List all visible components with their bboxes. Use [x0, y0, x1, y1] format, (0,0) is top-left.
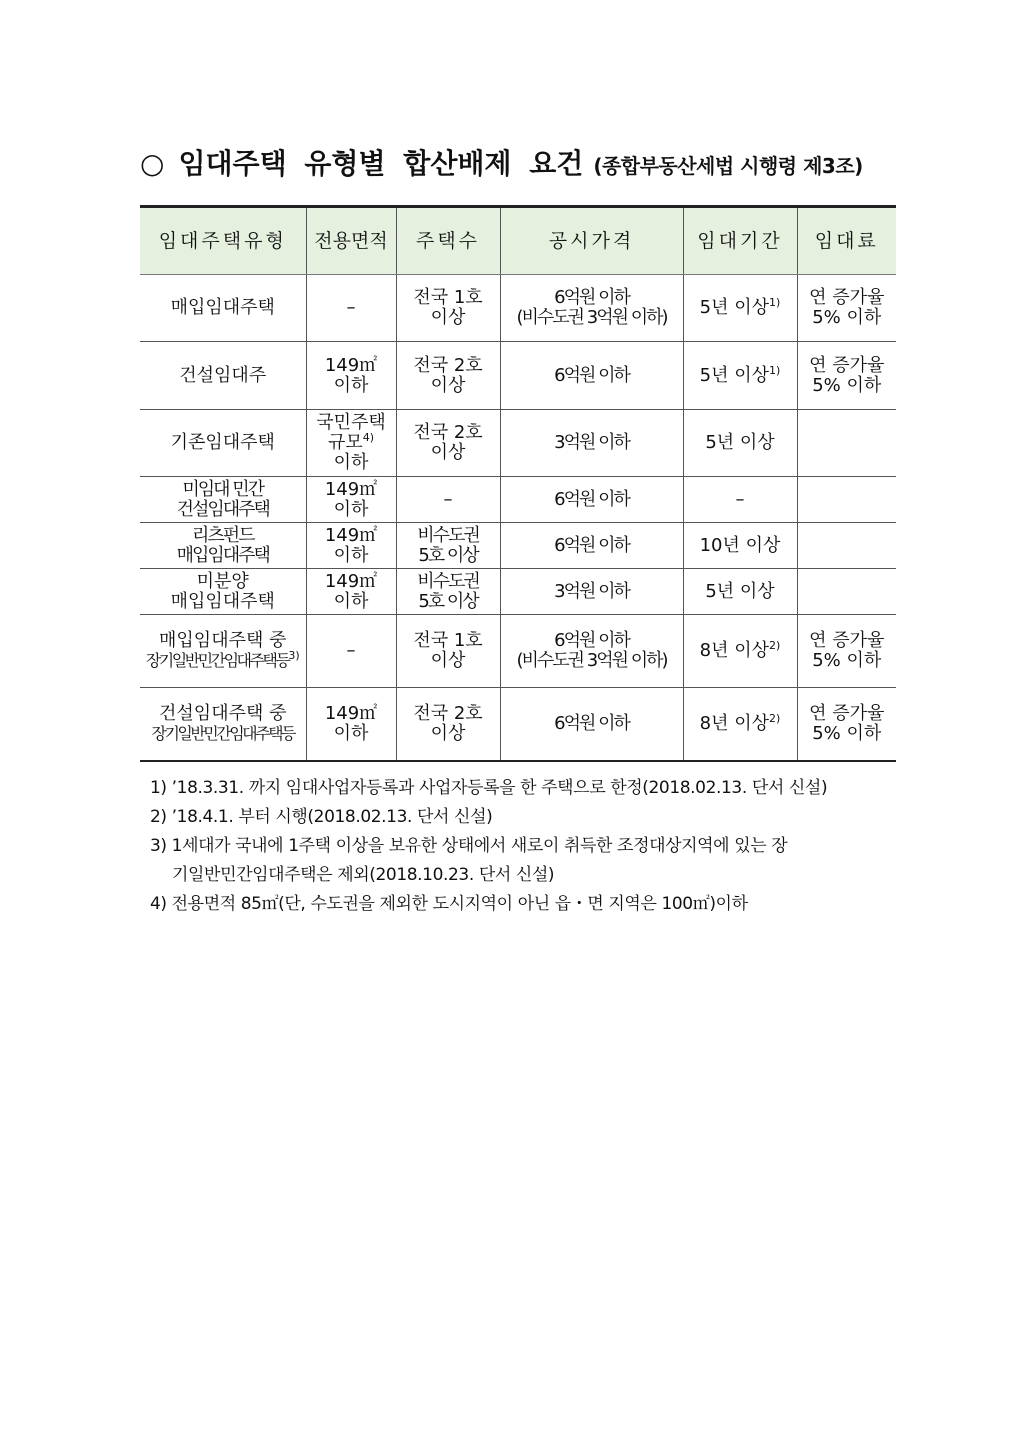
cell-price: 6억원 이하 (비수도권 3억원 이하)	[500, 275, 683, 342]
period-footnote: 2)	[769, 639, 781, 652]
footnote-4: 4) 전용면적 85㎡(단, 수도권을 제외한 도시지역이 아닌 읍・면 지역은 100㎡)이하	[150, 894, 748, 914]
type-text: 매입임대주택 중	[159, 630, 287, 651]
table-row	[140, 477, 896, 523]
cell-period	[683, 477, 797, 523]
cell-period	[683, 342, 797, 410]
title-main: 임대주택 유형별 합산배제 요건	[178, 147, 584, 180]
cell-type: 미임대 민간 건설임대주택	[140, 477, 306, 523]
cell-count: 전국 1호 이상	[396, 615, 500, 688]
table-row	[140, 569, 896, 615]
cell-rent: 연 증가율 5% 이하	[797, 342, 896, 410]
type-text: 건설임대주택 중	[159, 702, 287, 724]
cell-price: 3억원 이하	[500, 410, 683, 477]
cell-period	[683, 569, 797, 615]
header-type: 임대주택유형	[140, 207, 306, 275]
cell-area: 149㎡ 이하	[306, 523, 396, 569]
cell-area: –	[306, 275, 396, 342]
cell-count: –	[396, 477, 500, 523]
table-row	[140, 615, 896, 688]
period-text: 5년 이상	[699, 297, 770, 318]
area-text: 국민주택 규모	[316, 412, 386, 453]
cell-area: 149㎡ 이하	[306, 569, 396, 615]
header-price: 공시가격	[500, 207, 683, 275]
footnote-2: 2) ’18.4.1. 부터 시행(2018.02.13. 단서 신설)	[150, 807, 493, 827]
header-area: 전용면적	[306, 207, 396, 275]
cell-type: 건설임대주	[140, 342, 306, 410]
cell-period	[683, 688, 797, 761]
table-row	[140, 688, 896, 761]
footnote-3-continuation: 기일반민간임대주택은 제외(2018.10.23. 단서 신설)	[172, 865, 555, 885]
cell-type	[140, 615, 306, 688]
cell-rent	[797, 477, 896, 523]
cell-price: 6억원 이하	[500, 523, 683, 569]
footnote-1: 1) ’18.3.31. 까지 임대사업자등록과 사업자등록을 한 주택으로 한정(2018.02.13. 단서 신설)	[150, 778, 828, 798]
footnote-3	[150, 832, 900, 890]
document-title	[140, 142, 900, 186]
cell-count: 전국 2호 이상	[396, 410, 500, 477]
cell-price: 6억원 이하	[500, 342, 683, 410]
cell-period	[683, 523, 797, 569]
period-text: 5년 이상	[705, 580, 775, 602]
cell-type: 매입임대주택	[140, 275, 306, 342]
cell-count: 전국 2호 이상	[396, 688, 500, 761]
circle-bullet-icon: ○	[140, 147, 165, 180]
cell-price: 3억원 이하	[500, 569, 683, 615]
cell-count: 전국 2호 이상	[396, 342, 500, 410]
table-row	[140, 410, 896, 477]
area-footnote: 4)	[362, 431, 375, 444]
cell-area: 149㎡ 이하	[306, 688, 396, 761]
type-subtext: 장기일반민간임대주택등	[151, 723, 295, 743]
cell-rent: 연 증가율 5% 이하	[797, 688, 896, 761]
cell-rent: 연 증가율 5% 이하	[797, 275, 896, 342]
rental-housing-table	[140, 205, 896, 762]
table-row	[140, 523, 896, 569]
cell-period	[683, 615, 797, 688]
cell-rent	[797, 569, 896, 615]
table-row	[140, 342, 896, 410]
cell-rent	[797, 410, 896, 477]
period-text: 10년 이상	[699, 534, 781, 556]
period-footnote: 2)	[769, 711, 781, 725]
period-text: 8년 이상	[699, 712, 770, 734]
cell-price: 6억원 이하 (비수도권 3억원 이하)	[500, 615, 683, 688]
cell-period	[683, 410, 797, 477]
cell-area: 149㎡ 이하	[306, 342, 396, 410]
cell-type: 미분양 매입임대주택	[140, 569, 306, 615]
cell-type	[140, 688, 306, 761]
cell-rent	[797, 523, 896, 569]
table-header-row	[140, 207, 896, 275]
cell-rent: 연 증가율 5% 이하	[797, 615, 896, 688]
cell-period	[683, 275, 797, 342]
period-text: 8년 이상	[699, 640, 770, 661]
cell-price: 6억원 이하	[500, 688, 683, 761]
header-count: 주택수	[396, 207, 500, 275]
footnotes	[150, 774, 900, 919]
footnote-3-text: 3) 1세대가 국내에 1주택 이상을 보유한 상태에서 새로이 취득한 조정대상지역에 있는 장	[150, 836, 788, 856]
period-text: 5년 이상	[699, 364, 770, 386]
cell-area: 149㎡ 이하	[306, 477, 396, 523]
cell-count: 전국 1호 이상	[396, 275, 500, 342]
cell-count: 비수도권 5호 이상	[396, 569, 500, 615]
title-subtitle: (종합부동산세법 시행령 제3조)	[593, 154, 863, 178]
area-tail: 이하	[333, 452, 369, 473]
header-rent: 임대료	[797, 207, 896, 275]
cell-count: 비수도권 5호 이상	[396, 523, 500, 569]
period-text: 5년 이상	[705, 432, 775, 453]
cell-area	[306, 410, 396, 477]
cell-price: 6억원 이하	[500, 477, 683, 523]
period-footnote: 1)	[769, 363, 781, 377]
cell-area: –	[306, 615, 396, 688]
period-text: –	[735, 488, 745, 510]
table-row	[140, 275, 896, 342]
type-subtext: 장기일반민간임대주택등	[145, 651, 289, 670]
type-footnote: 3)	[288, 649, 300, 662]
period-footnote: 1)	[769, 296, 781, 309]
header-period: 임대기간	[683, 207, 797, 275]
cell-type: 기존임대주택	[140, 410, 306, 477]
cell-type: 리츠펀드 매입임대주택	[140, 523, 306, 569]
